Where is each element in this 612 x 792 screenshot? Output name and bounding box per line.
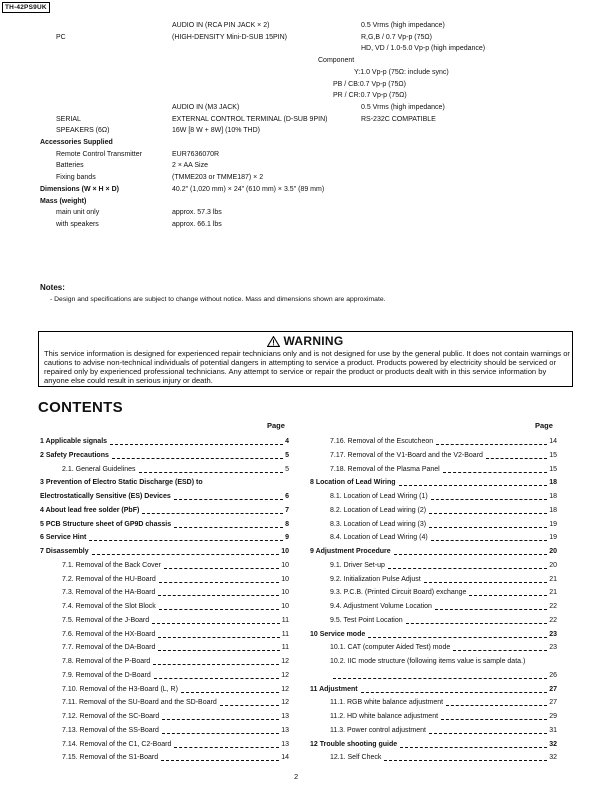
warning-title: WARNING	[283, 334, 344, 348]
toc-entry-page: 5	[285, 451, 289, 459]
toc-entry-page: 18	[549, 493, 557, 500]
toc-entry-page: 10	[281, 575, 289, 583]
toc-entry-title: 5 PCB Structure sheet of GP9D chassis	[40, 520, 172, 528]
toc-entry[interactable]	[330, 437, 557, 447]
toc-leader-line	[158, 637, 279, 638]
toc-entry[interactable]	[330, 616, 557, 626]
toc-leader-line	[110, 444, 283, 445]
toc-entry-title: 7.16. Removal of the Escutcheon	[330, 438, 434, 445]
toc-entry-page: 15	[549, 465, 557, 473]
toc-leader-line	[429, 527, 547, 528]
toc-entry-page: 18	[549, 506, 557, 514]
toc-entry[interactable]	[62, 685, 289, 695]
spec-cell-c2: AUDIO IN (RCA PIN JACK × 2)	[172, 22, 270, 29]
toc-entry[interactable]	[40, 478, 289, 488]
toc-entry-title: 7.11. Removal of the SU-Board and the SD-Board	[62, 699, 217, 707]
toc-entry-page: 22	[549, 616, 557, 624]
toc-entry-page: 19	[549, 534, 557, 542]
toc-entry-page: 10	[281, 561, 289, 569]
toc-entry-title: 7.13. Removal of the SS-Board	[62, 726, 159, 734]
toc-entry-page: 5	[285, 465, 289, 473]
toc-entry[interactable]	[62, 602, 289, 612]
toc-entry-title: 4 About lead free solder (PbF)	[40, 506, 140, 514]
spec-cell-c3: PR / CR:0.7 Vp-p (75Ω)	[333, 92, 407, 100]
spec-cell-c2: 2 × AA Size	[172, 162, 208, 170]
spec-cell-c3: Y:1.0 Vp-p (75Ω: include sync)	[354, 68, 449, 76]
page-number: 2	[294, 772, 299, 781]
toc-entry[interactable]	[62, 712, 289, 722]
toc-leader-line	[174, 499, 283, 500]
toc-leader-line	[446, 705, 547, 706]
toc-entry-title: 8.2. Location of Lead wiring (2)	[330, 506, 427, 514]
toc-leader-line	[158, 650, 279, 651]
toc-entry[interactable]	[40, 547, 289, 557]
toc-entry[interactable]	[330, 698, 557, 708]
toc-entry[interactable]	[40, 520, 289, 530]
toc-leader-line	[453, 650, 547, 651]
toc-entry[interactable]	[62, 740, 289, 750]
page-column-heading-right: Page	[535, 421, 553, 430]
toc-entry-page: 13	[281, 713, 289, 720]
toc-entry[interactable]	[330, 726, 557, 736]
toc-entry-page: 31	[549, 726, 557, 734]
toc-entry-page: 22	[549, 603, 557, 610]
toc-leader-line	[92, 554, 280, 555]
toc-entry-title: 7.12. Removal of the SC-Board	[62, 713, 160, 720]
toc-entry-title: 9.5. Test Point Location	[330, 616, 403, 624]
toc-entry[interactable]	[62, 698, 289, 708]
notes-title: Notes:	[40, 283, 65, 292]
toc-entry-page: 14	[281, 754, 289, 762]
toc-entry-title: 10 Service mode	[310, 630, 366, 638]
toc-entry-title: 11.1. RGB white balance adjustment	[330, 699, 444, 707]
toc-leader-line	[384, 760, 547, 761]
toc-entry[interactable]	[310, 740, 557, 750]
toc-leader-line	[174, 527, 283, 528]
toc-entry-title: 1 Applicable signals	[40, 438, 108, 445]
spec-cell-c2: approx. 57.3 lbs	[172, 209, 222, 217]
toc-entry-page: 11	[281, 616, 289, 624]
toc-entry[interactable]	[40, 492, 289, 502]
toc-entry-page: 4	[285, 438, 289, 445]
toc-leader-line	[443, 472, 547, 473]
toc-entry[interactable]	[62, 657, 289, 667]
toc-entry-title: 9.2. Initialization Pulse Adjust	[330, 575, 421, 583]
toc-entry-title: 11 Adjustment	[310, 685, 358, 693]
spec-cell-c1: Accessories Supplied	[40, 139, 113, 146]
toc-entry-title: 7.6. Removal of the HX-Board	[62, 630, 156, 638]
toc-entry-title: 7 Disassembly	[40, 548, 89, 555]
toc-entry-title: 7.5. Removal of the J-Board	[62, 616, 150, 624]
toc-entry-title: 7.3. Removal of the HA-Board	[62, 589, 156, 597]
toc-leader-line	[368, 637, 547, 638]
toc-leader-line	[162, 733, 279, 734]
toc-entry-page: 13	[281, 740, 289, 748]
toc-leader-line	[486, 458, 547, 459]
spec-cell-c3: 0.5 Vrms (high impedance)	[361, 103, 445, 111]
toc-entry-title: 7.10. Removal of the H3-Board (L, R)	[62, 685, 178, 693]
toc-entry-page: 11	[281, 644, 289, 652]
spec-cell-c1: PC	[56, 33, 66, 41]
toc-entry[interactable]	[310, 547, 557, 557]
toc-entry[interactable]	[330, 588, 557, 598]
spec-cell-c2: AUDIO IN (M3 JACK)	[172, 103, 240, 111]
toc-entry-page: 10	[281, 548, 289, 555]
toc-leader-line	[89, 540, 283, 541]
toc-entry-title: 8 Location of Lead Wiring	[310, 479, 396, 487]
toc-entry[interactable]	[330, 753, 557, 763]
toc-leader-line	[400, 747, 547, 748]
toc-entry-page: 21	[549, 589, 557, 597]
spec-cell-c3: PB / CB:0.7 Vp-p (75Ω)	[333, 80, 406, 88]
toc-entry-page: 20	[549, 561, 557, 569]
page-column-heading-left: Page	[267, 421, 285, 430]
toc-entry-title: 2.1. General Guidelines	[62, 465, 136, 473]
warning-box	[38, 331, 573, 387]
toc-entry[interactable]	[62, 588, 289, 598]
toc-entry[interactable]	[330, 657, 557, 667]
toc-entry-title: 11.3. Power control adjustment	[330, 726, 426, 734]
toc-entry[interactable]	[62, 575, 289, 585]
toc-entry-page: 27	[549, 685, 557, 693]
toc-entry[interactable]	[40, 533, 289, 543]
spec-cell-c1: Remote Control Transmitter	[56, 150, 142, 158]
toc-entry-title: 2 Safety Precautions	[40, 451, 109, 459]
toc-entry[interactable]	[310, 478, 557, 488]
toc-leader-line	[435, 609, 547, 610]
toc-entry[interactable]	[62, 561, 289, 571]
toc-leader-line	[333, 678, 547, 679]
toc-leader-line	[112, 458, 283, 459]
toc-leader-line	[152, 623, 280, 624]
spec-cell-c3: R,G,B / 0.7 Vp-p (75Ω)	[361, 33, 432, 41]
toc-entry-title: 8.3. Location of Lead wiring (3)	[330, 520, 427, 528]
toc-entry-page: 32	[549, 740, 557, 748]
toc-entry-page: 18	[549, 479, 557, 487]
toc-entry[interactable]	[330, 561, 557, 571]
toc-entry-title: 12.1. Self Check	[330, 754, 382, 762]
toc-leader-line	[159, 582, 279, 583]
toc-leader-line	[220, 705, 279, 706]
toc-entry-title: Electrostatically Sensitive (ES) Devices	[40, 493, 171, 500]
toc-entry-title: 9.1. Driver Set-up	[330, 561, 385, 569]
toc-entry-page: 15	[549, 451, 557, 459]
notes-text: - Design and specifications are subject to change without notice. Mass and dimensions shown are approximate.	[50, 296, 386, 303]
toc-entry-page: 32	[549, 754, 557, 762]
toc-entry-title: 9.4. Adjustment Volume Location	[330, 603, 432, 610]
spec-cell-c2: 40.2" (1,020 mm) × 24" (610 mm) × 3.5" (89 mm)	[172, 185, 325, 193]
toc-entry[interactable]	[330, 533, 557, 543]
toc-entry-page: 7	[285, 506, 289, 514]
toc-entry[interactable]	[330, 506, 557, 516]
toc-entry[interactable]	[62, 616, 289, 626]
toc-entry[interactable]	[310, 630, 557, 640]
toc-leader-line	[142, 513, 283, 514]
toc-entry-title: 7.17. Removal of the V1-Board and the V2-Board	[330, 451, 483, 459]
spec-cell-c2: (TMME203 or TMME187) × 2	[172, 174, 264, 182]
toc-entry[interactable]	[330, 451, 557, 461]
toc-entry[interactable]	[40, 437, 289, 447]
spec-cell-c1: Fixing bands	[56, 174, 96, 182]
toc-entry-title: 11.2. HD white balance adjustment	[330, 713, 439, 720]
toc-entry[interactable]	[62, 671, 289, 681]
toc-entry-page: 12	[281, 658, 289, 665]
spec-cell-c3: HD, VD / 1.0-5.0 Vp-p (high impedance)	[361, 45, 486, 53]
toc-entry-page: 11	[281, 630, 289, 638]
toc-leader-line	[181, 692, 279, 693]
spec-cell-c3: Component	[318, 57, 355, 65]
toc-entry-page: 6	[285, 493, 289, 500]
spec-cell-c1: with speakers	[56, 220, 99, 228]
toc-entry-page: 12	[281, 699, 289, 707]
toc-entry[interactable]	[330, 712, 557, 722]
toc-leader-line	[161, 760, 279, 761]
toc-leader-line	[164, 568, 279, 569]
toc-entry-page: 10	[281, 589, 289, 597]
spec-cell-c2: (HIGH-DENSITY Mini-D-SUB 15PIN)	[172, 33, 287, 41]
toc-leader-line	[431, 499, 548, 500]
spec-cell-c1: Dimensions (W × H × D)	[40, 185, 119, 193]
toc-entry-page: 14	[549, 438, 557, 445]
toc-entry[interactable]	[330, 575, 557, 585]
warning-triangle-icon	[267, 336, 280, 347]
model-tag: TH-42PS9UK	[2, 2, 50, 13]
toc-entry-title: 7.2. Removal of the HU-Board	[62, 575, 156, 583]
toc-entry-page: 13	[281, 726, 289, 734]
toc-leader-line	[139, 472, 284, 473]
toc-entry-title: 8.1. Location of Lead Wiring (1)	[330, 493, 428, 500]
toc-entry-page: 10	[281, 603, 289, 610]
toc-entry-title: 3 Prevention of Electro Static Discharge (ESD) to	[40, 479, 203, 487]
toc-entry[interactable]	[310, 685, 557, 695]
toc-entry[interactable]	[40, 506, 289, 516]
toc-leader-line	[361, 692, 548, 693]
spec-cell-c1: SPEAKERS (6Ω)	[56, 127, 110, 135]
spec-cell-c2: EUR7636070R	[172, 150, 220, 158]
toc-leader-line	[441, 719, 547, 720]
toc-entry[interactable]	[62, 753, 289, 763]
spec-cell-c2: approx. 66.1 lbs	[172, 220, 222, 228]
spec-cell-c1: main unit only	[56, 209, 100, 217]
toc-leader-line	[431, 540, 548, 541]
spec-cell-c3: RS-232C COMPATIBLE	[361, 115, 436, 123]
toc-entry-page: 8	[285, 520, 289, 528]
toc-leader-line	[159, 609, 279, 610]
toc-entry[interactable]	[330, 671, 557, 681]
toc-entry-page: 12	[281, 671, 289, 679]
toc-entry[interactable]	[330, 643, 557, 653]
toc-leader-line	[424, 582, 548, 583]
toc-entry-page: 21	[549, 575, 557, 583]
toc-entry-page: 12	[281, 685, 289, 693]
toc-entry[interactable]	[330, 465, 557, 475]
spec-cell-c1: SERIAL	[56, 115, 81, 123]
toc-entry-page: 20	[549, 548, 557, 555]
toc-entry-page: 29	[549, 713, 557, 720]
toc-leader-line	[394, 554, 548, 555]
toc-entry-title: 10.1. CAT (computer Aided Test) mode	[330, 644, 451, 652]
toc-entry-page: 23	[549, 644, 557, 652]
toc-entry-title: 8.4. Location of Lead Wiring (4)	[330, 534, 428, 542]
warning-text: This service information is designed for experienced repair technicians only and is not designed for use by the general public. It does not contain warnings or cautions to advise non-technical individuals of potential dangers in attempting to service a product. Products powered by electricity should be serviced or repaired only by experienced professional technicians. Any attempt to service or repair the product or products dealt with in this service information by anyone else could result in serious injury or death.	[44, 349, 570, 386]
toc-entry-title: 9 Adjustment Procedure	[310, 548, 391, 555]
toc-entry[interactable]	[62, 465, 289, 475]
toc-leader-line	[406, 623, 548, 624]
toc-entry-page: 27	[549, 699, 557, 707]
toc-entry-page: 26	[549, 671, 557, 679]
toc-entry[interactable]	[40, 451, 289, 461]
toc-leader-line	[388, 568, 547, 569]
toc-entry-title: 7.7. Removal of the DA-Board	[62, 644, 156, 652]
toc-leader-line	[153, 664, 279, 665]
toc-leader-line	[469, 595, 547, 596]
toc-entry-title: 7.4. Removal of the Slot Block	[62, 603, 156, 610]
toc-entry-title: 7.18. Removal of the Plasma Panel	[330, 465, 440, 473]
toc-leader-line	[429, 513, 547, 514]
spec-cell-c3: 0.5 Vrms (high impedance)	[361, 22, 445, 29]
spec-cell-c2: EXTERNAL CONTROL TERMINAL (D-SUB 9PIN)	[172, 115, 328, 123]
toc-entry-title: 9.3. P.C.B. (Printed Circuit Board) exchange	[330, 589, 467, 597]
toc-entry-title: 7.8. Removal of the P-Board	[62, 658, 151, 665]
toc-entry-title: 10.2. IIC mode structure (following items value is sample data.)	[330, 658, 526, 665]
toc-entry[interactable]	[62, 630, 289, 640]
toc-entry-page: 23	[549, 630, 557, 638]
toc-leader-line	[154, 678, 279, 679]
toc-entry-title: 7.1. Removal of the Back Cover	[62, 561, 161, 569]
spec-cell-c1: Mass (weight)	[40, 197, 87, 205]
toc-leader-line	[158, 595, 279, 596]
toc-entry-page: 9	[285, 534, 289, 542]
toc-leader-line	[174, 747, 279, 748]
toc-entry[interactable]	[330, 492, 557, 502]
toc-entry-title: 7.14. Removal of the C1, C2-Board	[62, 740, 172, 748]
contents-title: CONTENTS	[38, 399, 123, 416]
toc-leader-line	[399, 485, 548, 486]
toc-entry-page: 19	[549, 520, 557, 528]
spec-cell-c2: 16W [8 W + 8W] (10% THD)	[172, 127, 260, 135]
toc-entry-title: 7.15. Removal of the S1-Board	[62, 754, 159, 762]
toc-entry[interactable]	[330, 520, 557, 530]
toc-leader-line	[429, 733, 547, 734]
warning-heading	[39, 334, 572, 348]
toc-entry[interactable]	[330, 602, 557, 612]
spec-cell-c1: Batteries	[56, 162, 84, 170]
toc-leader-line	[162, 719, 279, 720]
toc-entry-title: 7.9. Removal of the D-Board	[62, 671, 151, 679]
toc-entry-title: 6 Service Hint	[40, 534, 87, 542]
toc-entry-title: 12 Trouble shooting guide	[310, 740, 398, 748]
toc-entry[interactable]	[62, 643, 289, 653]
toc-entry[interactable]	[62, 726, 289, 736]
toc-leader-line	[436, 444, 547, 445]
